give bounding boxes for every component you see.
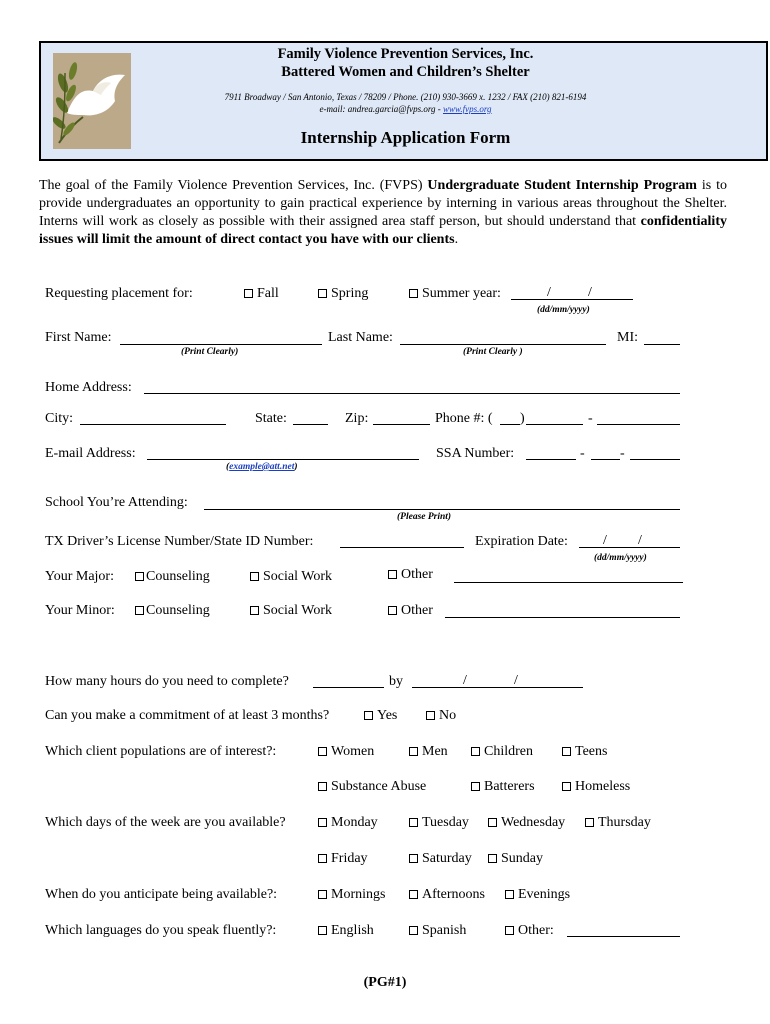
checkbox-icon xyxy=(318,289,327,298)
mi-label: MI: xyxy=(617,330,638,345)
available-mornings-checkbox[interactable]: Mornings xyxy=(318,887,385,903)
checkbox-icon xyxy=(409,926,418,935)
population-men-checkbox[interactable]: Men xyxy=(409,744,448,760)
address-line: 7911 Broadway / San Antonio, Texas / 78209 / Phone. (210) 930-3669 x. 1232 / FAX (210) 821-6194 xyxy=(224,92,587,102)
major-counseling-checkbox[interactable]: Counseling xyxy=(135,569,210,585)
expiration-hint: (dd/mm/yyyy) xyxy=(594,553,647,563)
commitment-yes-checkbox[interactable]: Yes xyxy=(364,708,397,724)
form-title: Internship Application Form xyxy=(300,128,511,147)
checkbox-icon xyxy=(409,854,418,863)
last-name-hint: (Print Clearly ) xyxy=(463,347,523,357)
summer-year-field[interactable] xyxy=(511,299,633,300)
hours-field[interactable] xyxy=(313,687,384,688)
phone-line-field[interactable] xyxy=(597,424,680,425)
ssa-dash: - xyxy=(620,446,625,461)
languages-label: Which languages do you speak fluently?: xyxy=(45,923,277,938)
spring-checkbox[interactable]: Spring xyxy=(318,286,368,302)
checkbox-icon xyxy=(409,890,418,899)
major-other-field[interactable] xyxy=(454,582,683,583)
checkbox-icon xyxy=(562,747,571,756)
day-tuesday-checkbox[interactable]: Tuesday xyxy=(409,815,469,831)
org-name: Family Violence Prevention Services, Inc. xyxy=(277,46,534,62)
day-sunday-checkbox[interactable]: Sunday xyxy=(488,851,543,867)
population-women-checkbox[interactable]: Women xyxy=(318,744,374,760)
email-example-link[interactable]: example@att.net xyxy=(229,462,295,472)
website-link[interactable]: www.fvps.org xyxy=(443,104,492,114)
commitment-label: Can you make a commitment of at least 3 months? xyxy=(45,708,330,723)
minor-label: Your Minor: xyxy=(45,603,115,618)
phone-dash: - xyxy=(588,411,593,426)
school-field[interactable] xyxy=(204,509,680,510)
checkbox-icon xyxy=(135,606,144,615)
zip-label: Zip: xyxy=(345,411,369,426)
phone-prefix-field[interactable] xyxy=(526,424,583,425)
checkbox-icon xyxy=(409,818,418,827)
available-evenings-checkbox[interactable]: Evenings xyxy=(505,887,570,903)
date-slash: / xyxy=(603,533,607,548)
checkbox-icon xyxy=(505,890,514,899)
checkbox-icon xyxy=(488,818,497,827)
population-batterers-checkbox[interactable]: Batterers xyxy=(471,779,535,795)
checkbox-icon xyxy=(585,818,594,827)
minor-other-field[interactable] xyxy=(445,617,680,618)
expiration-field[interactable] xyxy=(579,547,680,548)
dove-logo xyxy=(53,53,131,149)
school-label: School You’re Attending: xyxy=(45,495,188,510)
ssa-part2-field[interactable] xyxy=(591,459,620,460)
checkbox-icon xyxy=(318,782,327,791)
commitment-no-checkbox[interactable]: No xyxy=(426,708,456,724)
minor-social-work-checkbox[interactable]: Social Work xyxy=(250,603,332,619)
license-field[interactable] xyxy=(340,547,464,548)
phone-paren: ) xyxy=(520,411,525,426)
language-other-checkbox[interactable]: Other: xyxy=(505,923,554,939)
checkbox-icon xyxy=(318,818,327,827)
ssa-label: SSA Number: xyxy=(436,446,515,461)
checkbox-icon xyxy=(471,747,480,756)
fall-checkbox[interactable]: Fall xyxy=(244,286,279,302)
expiration-label: Expiration Date: xyxy=(475,534,568,549)
home-address-field[interactable] xyxy=(144,393,680,394)
checkbox-icon xyxy=(562,782,571,791)
minor-counseling-checkbox[interactable]: Counseling xyxy=(135,603,210,619)
checkbox-icon xyxy=(409,747,418,756)
day-friday-checkbox[interactable]: Friday xyxy=(318,851,368,867)
home-address-label: Home Address: xyxy=(45,380,132,395)
checkbox-icon xyxy=(505,926,514,935)
checkbox-icon xyxy=(388,606,397,615)
checkbox-icon xyxy=(135,572,144,581)
ssa-dash: - xyxy=(580,446,585,461)
checkbox-icon xyxy=(388,570,397,579)
email-field[interactable] xyxy=(147,459,419,460)
phone-label: Phone #: ( xyxy=(435,411,493,426)
hours-date-field[interactable] xyxy=(412,687,583,688)
checkbox-icon xyxy=(426,711,435,720)
hours-by: by xyxy=(389,674,403,689)
date-slash: / xyxy=(547,285,551,300)
population-children-checkbox[interactable]: Children xyxy=(471,744,533,760)
state-field[interactable] xyxy=(293,424,328,425)
population-teens-checkbox[interactable]: Teens xyxy=(562,744,607,760)
language-english-checkbox[interactable]: English xyxy=(318,923,374,939)
summer-checkbox[interactable]: Summer year: xyxy=(409,286,501,302)
availability-label: When do you anticipate being available?: xyxy=(45,887,278,902)
checkbox-icon xyxy=(244,289,253,298)
mi-field[interactable] xyxy=(644,344,680,345)
checkbox-icon xyxy=(318,926,327,935)
populations-label: Which client populations are of interest?: xyxy=(45,744,277,759)
last-name-field[interactable] xyxy=(400,344,606,345)
phone-area-field[interactable] xyxy=(500,424,520,425)
email-text: e-mail: andrea.garcia@fvps.org - xyxy=(319,104,443,114)
state-label: State: xyxy=(255,411,287,426)
days-label: Which days of the week are you available? xyxy=(45,815,286,830)
major-other-checkbox[interactable]: Other xyxy=(388,567,433,583)
population-homeless-checkbox[interactable]: Homeless xyxy=(562,779,630,795)
checkbox-icon xyxy=(488,854,497,863)
date-format-hint: (dd/mm/yyyy) xyxy=(537,305,590,315)
major-social-work-checkbox[interactable]: Social Work xyxy=(250,569,332,585)
language-other-field[interactable] xyxy=(567,936,680,937)
date-slash: / xyxy=(514,673,518,688)
email-example: (example@att.net) xyxy=(226,462,298,472)
city-field[interactable] xyxy=(80,424,226,425)
available-afternoons-checkbox[interactable]: Afternoons xyxy=(409,887,485,903)
date-slash: / xyxy=(463,673,467,688)
first-name-label: First Name: xyxy=(45,330,112,345)
shelter-name: Battered Women and Children’s Shelter xyxy=(281,64,530,80)
placement-label: Requesting placement for: xyxy=(45,286,193,301)
checkbox-icon xyxy=(250,572,259,581)
ssa-part3-field[interactable] xyxy=(630,459,680,460)
date-slash: / xyxy=(588,285,592,300)
city-label: City: xyxy=(45,411,74,426)
checkbox-icon xyxy=(409,289,418,298)
header-box xyxy=(39,41,768,161)
major-label: Your Major: xyxy=(45,569,114,584)
first-name-hint: (Print Clearly) xyxy=(181,347,239,357)
first-name-field[interactable] xyxy=(120,344,322,345)
last-name-label: Last Name: xyxy=(328,330,393,345)
ssa-part1-field[interactable] xyxy=(526,459,576,460)
date-slash: / xyxy=(638,533,642,548)
day-monday-checkbox[interactable]: Monday xyxy=(318,815,378,831)
day-saturday-checkbox[interactable]: Saturday xyxy=(409,851,472,867)
day-thursday-checkbox[interactable]: Thursday xyxy=(585,815,651,831)
email-label: E-mail Address: xyxy=(45,446,136,461)
school-hint: (Please Print) xyxy=(397,512,452,522)
checkbox-icon xyxy=(471,782,480,791)
day-wednesday-checkbox[interactable]: Wednesday xyxy=(488,815,565,831)
checkbox-icon xyxy=(364,711,373,720)
checkbox-icon xyxy=(318,890,327,899)
license-label: TX Driver’s License Number/State ID Number: xyxy=(45,534,314,549)
population-substance-abuse-checkbox[interactable]: Substance Abuse xyxy=(318,779,426,795)
checkbox-icon xyxy=(318,747,327,756)
intro-paragraph: The goal of the Family Violence Prevention Services, Inc. (FVPS) Undergraduate Student Internship Program is to provide undergraduates an opportunity to gain practical experience by interning in various areas throughout the Shelter. Interns will work as closely as possible with their assigned area staff person, but should understand that confidentiality issues will limit the amount of direct contact you have with our clients. xyxy=(39,178,727,247)
minor-other-checkbox[interactable]: Other xyxy=(388,603,433,619)
language-spanish-checkbox[interactable]: Spanish xyxy=(409,923,466,939)
contact-line xyxy=(121,104,690,114)
checkbox-icon xyxy=(318,854,327,863)
page-number: (PG#1) xyxy=(363,975,407,990)
checkbox-icon xyxy=(250,606,259,615)
hours-label: How many hours do you need to complete? xyxy=(45,674,289,689)
zip-field[interactable] xyxy=(373,424,430,425)
